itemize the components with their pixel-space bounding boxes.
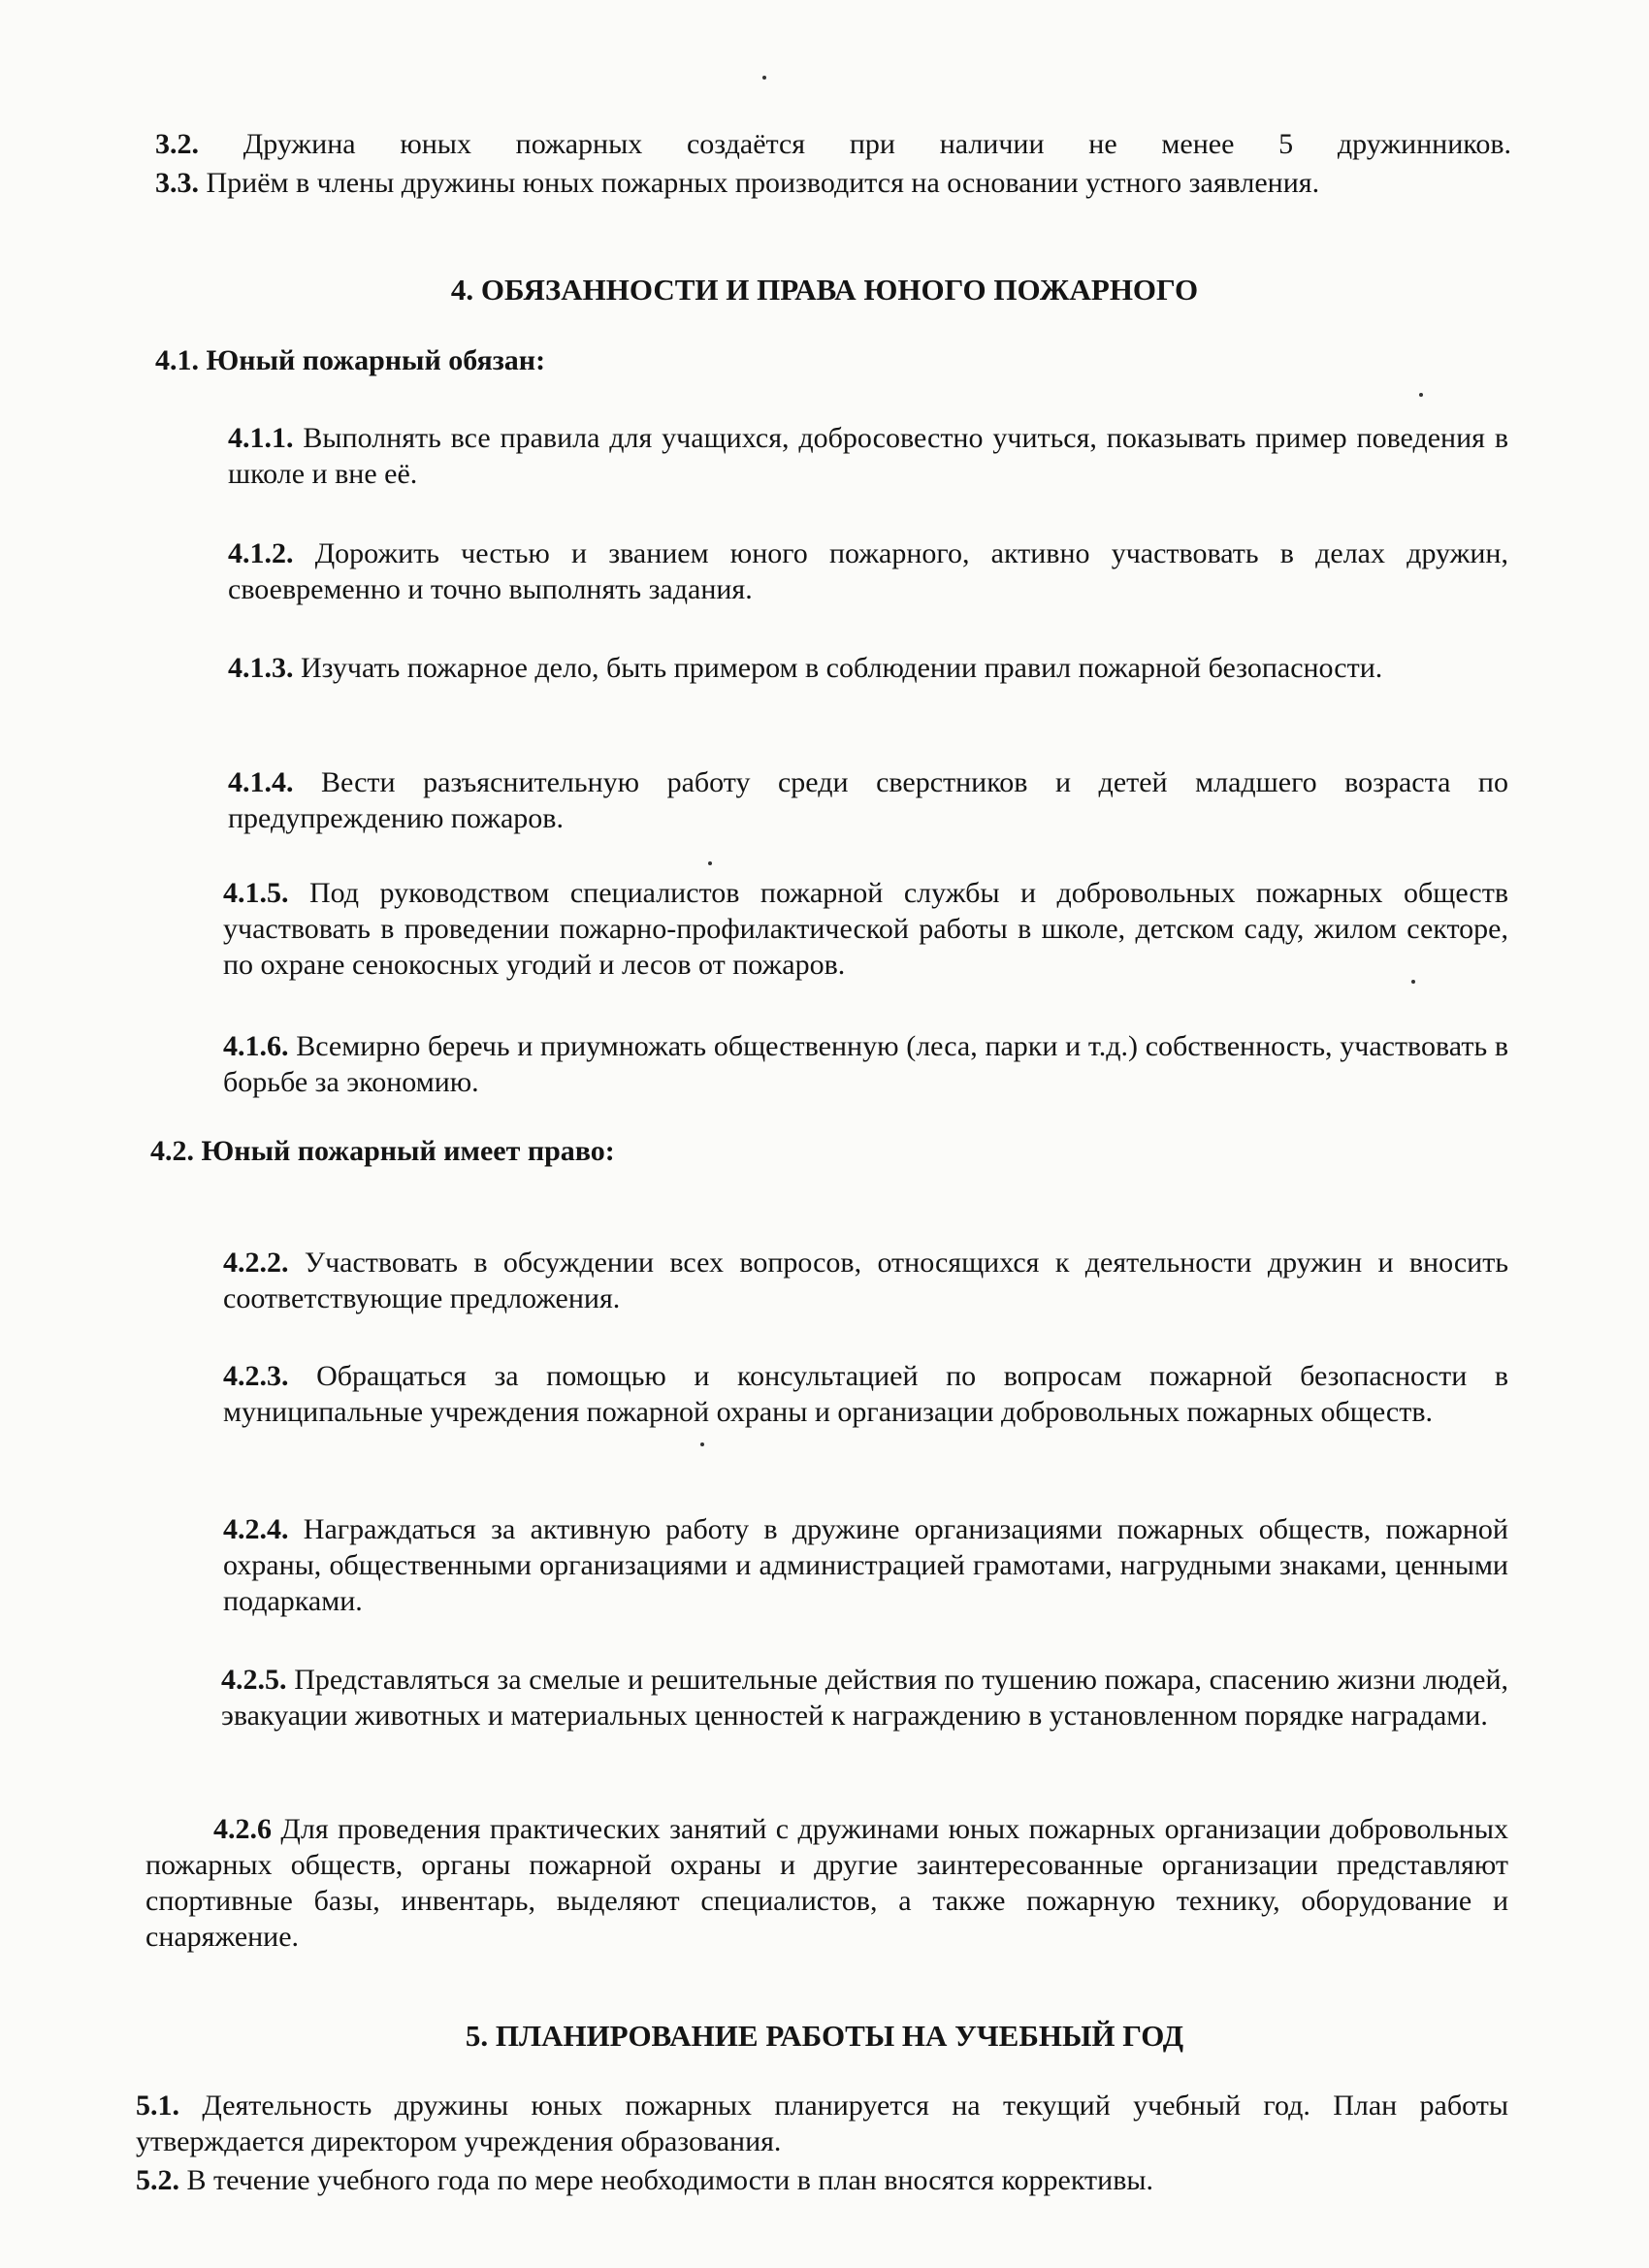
clause-number: 4.1.3.	[228, 652, 294, 684]
scan-speck	[1419, 393, 1423, 397]
clause-number: 4.1.2.	[228, 537, 294, 569]
scan-speck	[762, 76, 766, 80]
clause-4-2-6	[146, 1811, 1508, 1955]
clause-4-1-2	[228, 535, 1508, 607]
clause-number: 4.1.6.	[223, 1030, 289, 1062]
clause-4-1-4	[228, 764, 1508, 836]
clause-4-2-4	[223, 1511, 1508, 1619]
clause-text: Обращаться за помощью и консультацией по вопросам пожарной безопасности в муниципальные учреждения пожарной охраны и организации добровольных пожарных обществ.	[223, 1360, 1509, 1428]
clause-4-1-3	[228, 650, 1508, 686]
clause-number: 4.1.1.	[228, 422, 294, 454]
clause-number: 4.1.4.	[228, 766, 294, 798]
paragraph-5-1	[136, 2088, 1508, 2159]
clause-text: Изучать пожарное дело, быть примером в соблюдении правил пожарной безопасности.	[301, 652, 1383, 684]
clause-4-2-5	[221, 1662, 1508, 1733]
subsection-4-1-title: 4.1. Юный пожарный обязан:	[155, 344, 546, 376]
clause-4-2-2	[223, 1245, 1508, 1316]
clause-number: 4.2.3.	[223, 1360, 289, 1392]
clause-text: Вести разъяснительную работу среди сверстников и детей младшего возраста по предупреждению пожаров.	[228, 766, 1508, 834]
clause-number: 4.2.4.	[223, 1513, 289, 1545]
clause-text: Выполнять все правила для учащихся, добросовестно учиться, показывать пример поведения в школе и вне её.	[228, 422, 1508, 490]
clause-number: 4.2.5.	[221, 1664, 287, 1696]
clause-text: Для проведения практических занятий с дружинами юных пожарных организации добровольных пожарных обществ, органы пожарной охраны и другие заинтересованные организации представляют спортивные базы, инвентарь, выделяют специалистов, а также пожарную технику, оборудование и снаряжение.	[146, 1813, 1509, 1953]
clause-number: 4.1.5.	[223, 877, 289, 909]
paragraph-3-2	[155, 126, 1511, 162]
clause-text: Приём в члены дружины юных пожарных производится на основании устного заявления.	[206, 167, 1320, 199]
clause-text: Участвовать в обсуждении всех вопросов, относящихся к деятельности дружин и вносить соответствующие предложения.	[223, 1247, 1508, 1314]
clause-number: 3.3.	[155, 167, 199, 199]
clause-text: Под руководством специалистов пожарной службы и добровольных пожарных обществ участвовать в проведении пожарно-профилактической работы в школе, детском саду, жилом секторе, по охране сенокосных угодий и лесов от пожаров.	[223, 877, 1508, 981]
clause-number: 5.2.	[136, 2164, 179, 2196]
clause-4-1-5	[223, 875, 1508, 983]
clause-text: Дорожить честью и званием юного пожарного, активно участвовать в делах дружин, своевременно и точно выполнять задания.	[228, 537, 1508, 605]
clause-text: Деятельность дружины юных пожарных планируется на текущий учебный год. План работы утверждается директором учреждения образования.	[136, 2090, 1509, 2157]
clause-text: Всемирно беречь и приумножать общественную (леса, парки и т.д.) собственность, участвовать в борьбе за экономию.	[223, 1030, 1508, 1098]
section-4-heading: 4. ОБЯЗАННОСТИ И ПРАВА ЮНОГО ПОЖАРНОГО	[450, 273, 1199, 307]
subsection-4-2-title: 4.2. Юный пожарный имеет право:	[150, 1135, 615, 1167]
section-5-heading: 5. ПЛАНИРОВАНИЕ РАБОТЫ НА УЧЕБНЫЙ ГОД	[465, 2019, 1184, 2053]
clause-number: 4.2.6	[213, 1813, 272, 1845]
paragraph-5-2	[136, 2162, 1508, 2198]
paragraph-3-3	[155, 165, 1533, 201]
clause-4-1-1	[228, 420, 1508, 492]
clause-number: 5.1.	[136, 2090, 179, 2122]
clause-4-1-6	[223, 1028, 1508, 1100]
clause-4-2-3	[223, 1358, 1508, 1430]
clause-number: 4.2.2.	[223, 1247, 289, 1279]
scan-speck	[700, 1442, 704, 1446]
clause-text: Дружина юных пожарных создаётся при наличии не менее 5 дружинников.	[242, 128, 1512, 160]
clause-text: В течение учебного года по мере необходимости в план вносятся коррективы.	[186, 2164, 1154, 2196]
scan-speck	[708, 861, 712, 865]
clause-text: Представляться за смелые и решительные действия по тушению пожара, спасению жизни людей, эвакуации животных и материальных ценностей к награждению в установленном порядке наградами.	[221, 1664, 1509, 1732]
clause-text: Награждаться за активную работу в дружине организациями пожарных обществ, пожарной охраны, общественными организациями и администрацией грамотами, нагрудными знаками, ценными подарками.	[223, 1513, 1508, 1617]
clause-number: 3.2.	[155, 128, 199, 160]
